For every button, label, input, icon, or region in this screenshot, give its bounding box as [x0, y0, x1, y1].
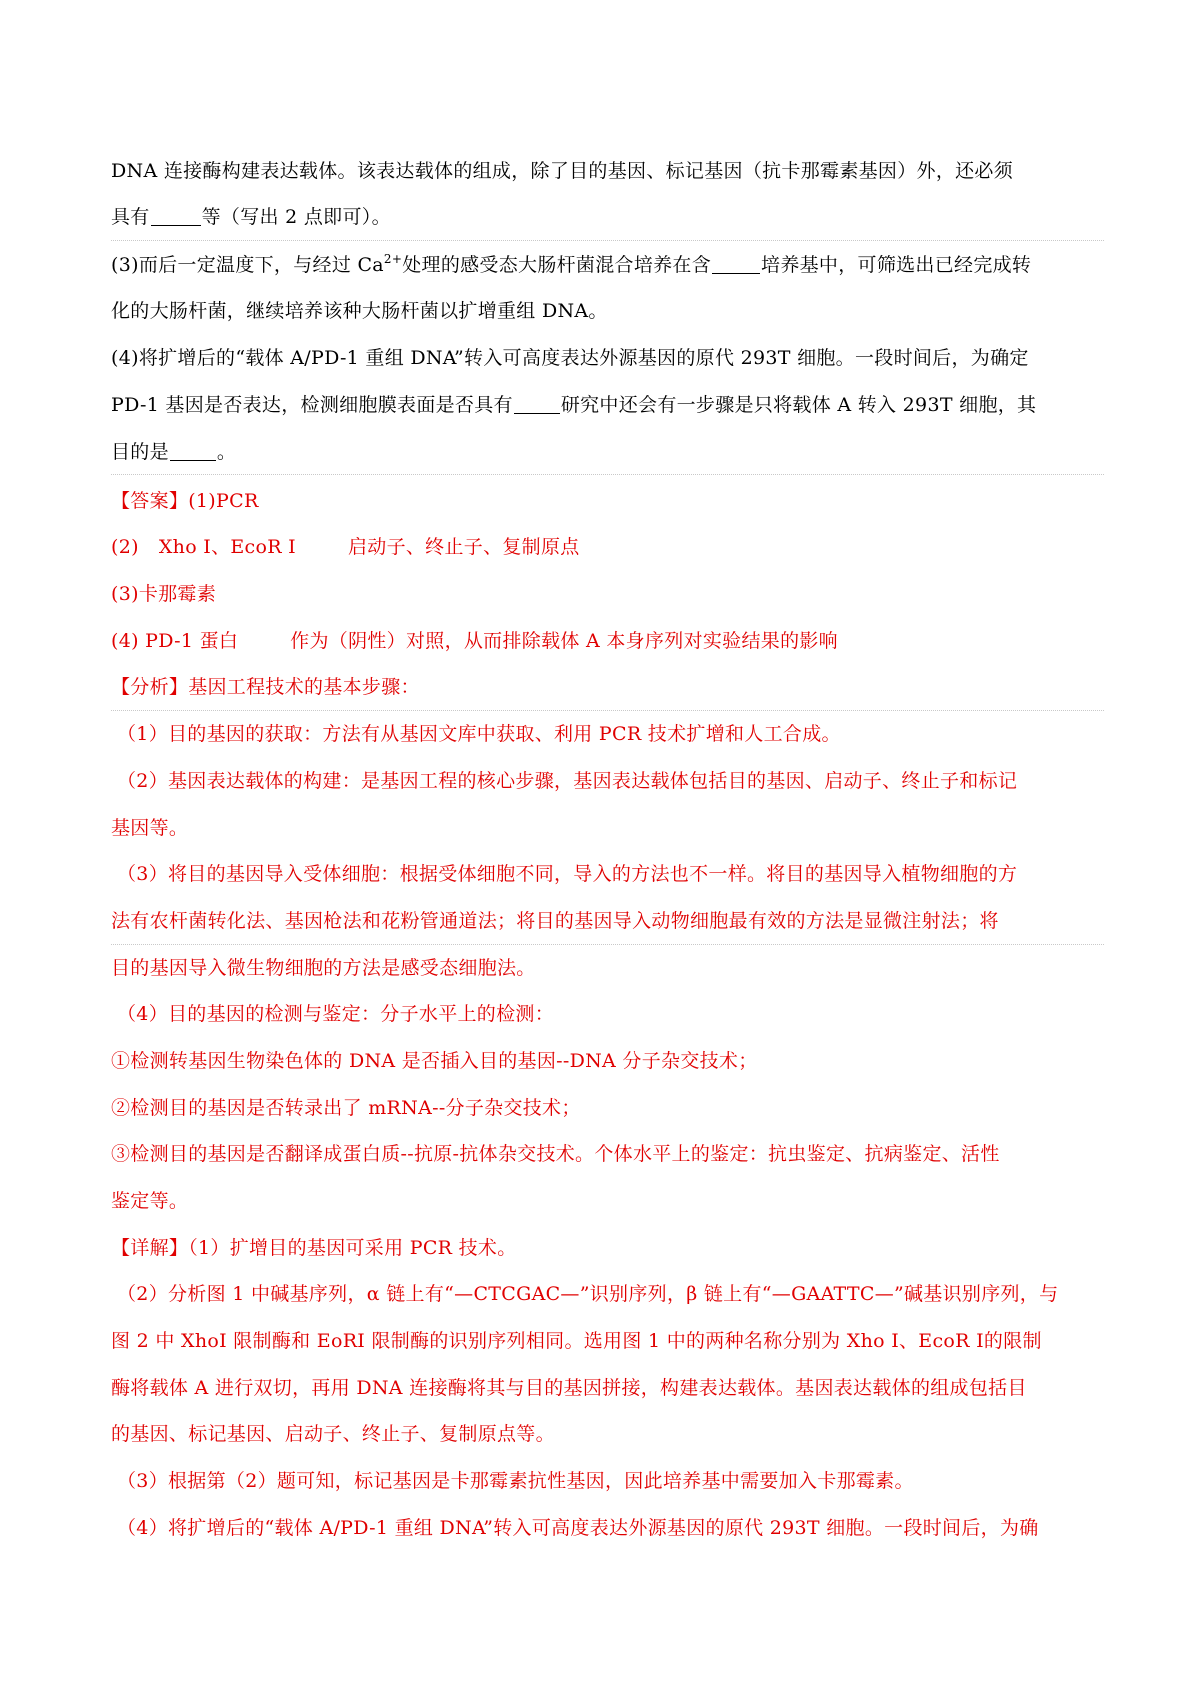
detail-3: [117, 1467, 1104, 1495]
answer-2-part-1: Xho I、EcoR I: [158, 536, 296, 558]
question-4-text-2a: PD-1 基因是否表达，检测细胞膜表面是否具有: [111, 394, 513, 416]
detail-2-line-1: [117, 1280, 1104, 1308]
analysis-step-1-text: （1）目的基因的获取：方法有从基因文库中获取、利用 PCR 技术扩增和人工合成。: [117, 723, 841, 745]
answer-label: 【答案】: [111, 490, 189, 512]
question-2-line-1: [111, 157, 1104, 185]
question-4-text-3b: 。: [216, 441, 237, 463]
answer-line-3: [111, 580, 1104, 608]
answer-line-1: [111, 487, 1104, 515]
detail-2-text-1: （2）分析图 1 中碱基序列，α 链上有“—CTCGAC—”识别序列，β 链上有“—GAATTC—”碱基识别序列，与: [117, 1283, 1059, 1305]
analysis-check-2-text: ②检测目的基因是否转录出了 mRNA--分子杂交技术；: [111, 1097, 581, 1119]
detail-2-line-3: [111, 1374, 1104, 1402]
analysis-step-3-line-2: [111, 907, 1104, 935]
question-3-line-2: [111, 297, 1104, 325]
separator: [111, 944, 1104, 945]
answer-line-2: [111, 533, 1104, 561]
analysis-check-3-text-2: 鉴定等。: [111, 1190, 189, 1212]
answer-4-part-2: 作为（阴性）对照，从而排除载体 A 本身序列对实验结果的影响: [290, 630, 838, 652]
analysis-intro: 基因工程技术的基本步骤：: [188, 676, 420, 698]
analysis-step-3-text-1: （3）将目的基因导入受体细胞：根据受体细胞不同，导入的方法也不一样。将目的基因导入植物细胞的方: [117, 863, 1018, 885]
question-4-line-2: [111, 391, 1104, 419]
answer-2-number: (2): [111, 536, 139, 558]
analysis-step-2-line-1: [117, 767, 1104, 795]
question-3-text-1b: 处理的感受态大肠杆菌混合培养在含: [402, 254, 712, 276]
question-4-line-1: [111, 344, 1104, 372]
detail-line-1: [111, 1234, 1104, 1262]
analysis-step-2-text-1: （2）基因表达载体的构建：是基因工程的核心步骤，基因表达载体包括目的基因、启动子、终止子和标记: [117, 770, 1018, 792]
question-2-text-2b: 等（写出 2 点即可）。: [201, 206, 391, 228]
detail-1: （1）扩增目的基因可采用 PCR 技术。: [188, 1237, 517, 1259]
question-3-text-1c: 培养基中，可筛选出已经完成转: [761, 254, 1032, 276]
analysis-step-3-line-1: [117, 860, 1104, 888]
analysis-step-3-text-2: 法有农杆菌转化法、基因枪法和花粉管通道法；将目的基因导入动物细胞最有效的方法是显微注射法；将: [111, 910, 999, 932]
analysis-step-2-line-2: [111, 814, 1104, 842]
detail-2-text-4: 的基因、标记基因、启动子、终止子、复制原点等。: [111, 1423, 555, 1445]
question-3-text-1a: (3)而后一定温度下，与经过 Ca: [111, 254, 384, 276]
detail-2-line-4: [111, 1420, 1104, 1448]
detail-2-text-3: 酶将载体 A 进行双切，再用 DNA 连接酶将其与目的基因拼接，构建表达载体。基因表达载体的组成包括目: [111, 1377, 1027, 1399]
analysis-check-1-text: ①检测转基因生物染色体的 DNA 是否插入目的基因--DNA 分子杂交技术；: [111, 1050, 758, 1072]
superscript: 2+: [383, 252, 403, 266]
analysis-step-3-line-3: [111, 954, 1104, 982]
detail-3-text: （3）根据第（2）题可知，标记基因是卡那霉素抗性基因，因此培养基中需要加入卡那霉素。: [117, 1470, 914, 1492]
answer-blank: [712, 255, 760, 274]
question-4-text-3a: 目的是: [111, 441, 169, 463]
analysis-step-4: [117, 1000, 1104, 1028]
question-3-text-2: 化的大肠杆菌，继续培养该种大肠杆菌以扩增重组 DNA。: [111, 300, 608, 322]
question-2-text-1: DNA 连接酶构建表达载体。该表达载体的组成，除了目的基因、标记基因（抗卡那霉素基因）外，还必须: [111, 160, 1014, 182]
answer-4-part-1: (4) PD-1 蛋白: [111, 630, 239, 652]
answer-blank: [514, 395, 560, 414]
question-2-text-2a: 具有: [111, 206, 150, 228]
detail-4-line-1: [117, 1514, 1104, 1542]
separator: [111, 710, 1104, 711]
analysis-step-2-text-2: 基因等。: [111, 817, 189, 839]
question-4-text-1: (4)将扩增后的“载体 A/PD-1 重组 DNA”转入可高度表达外源基因的原代 293T 细胞。一段时间后，为确定: [111, 347, 1029, 369]
analysis-check-3-line-2: [111, 1187, 1104, 1215]
detail-2-line-2: [111, 1327, 1104, 1355]
answer-3: (3)卡那霉素: [111, 583, 217, 605]
question-3-line-1: [111, 251, 1104, 279]
analysis-line: [111, 673, 1104, 701]
detail-2-text-2: 图 2 中 XhoI 限制酶和 EoRI 限制酶的识别序列相同。选用图 1 中的两种名称分别为 Xho Ⅰ、EcoR Ⅰ的限制: [111, 1330, 1042, 1352]
analysis-check-1: [111, 1047, 1104, 1075]
analysis-step-1: [117, 720, 1104, 748]
analysis-step-3-text-3: 目的基因导入微生物细胞的方法是感受态细胞法。: [111, 957, 536, 979]
separator: [111, 474, 1104, 475]
analysis-label: 【分析】: [111, 676, 189, 698]
answer-2-part-2: 启动子、终止子、复制原点: [347, 536, 580, 558]
answer-line-4: [111, 627, 1104, 655]
question-2-line-2: [111, 203, 1104, 231]
question-4-text-2b: 研究中还会有一步骤是只将载体 A 转入 293T 细胞，其: [560, 394, 1037, 416]
detail-4-text-1: （4）将扩增后的“载体 A/PD-1 重组 DNA”转入可高度表达外源基因的原代 293T 细胞。一段时间后，为确: [117, 1517, 1039, 1539]
answer-blank: [170, 442, 216, 461]
analysis-check-3-text-1: ③检测目的基因是否翻译成蛋白质--抗原-抗体杂交技术。个体水平上的鉴定：抗虫鉴定、抗病鉴定、活性: [111, 1143, 1000, 1165]
question-4-line-3: [111, 438, 1104, 466]
answer-blank: [151, 207, 201, 226]
analysis-step-4-text: （4）目的基因的检测与鉴定：分子水平上的检测：: [117, 1003, 554, 1025]
answer-1: (1)PCR: [188, 490, 259, 512]
analysis-check-3-line-1: [111, 1140, 1104, 1168]
separator: [111, 240, 1104, 241]
detail-label: 【详解】: [111, 1237, 189, 1259]
analysis-check-2: [111, 1094, 1104, 1122]
